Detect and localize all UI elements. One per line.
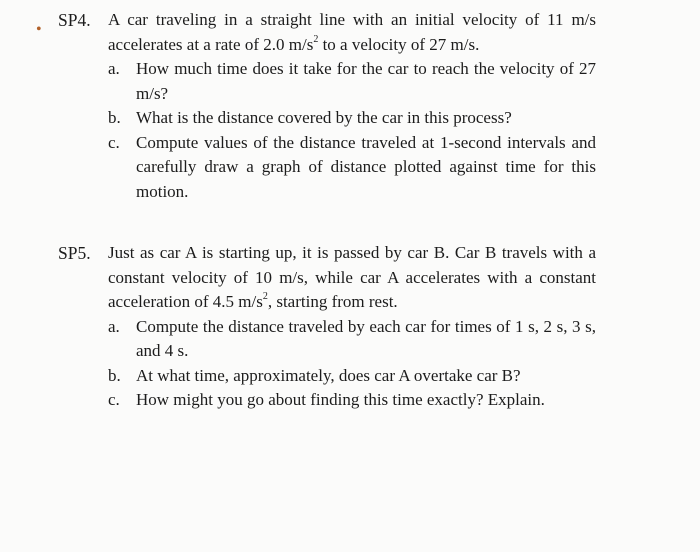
sub-question-text: Compute values of the distance traveled at 1-second intervals and carefully draw a graph of distance plotted against time for this motion. (136, 132, 596, 201)
sub-question-text: At what time, approximately, does car A overtake car B? (136, 365, 521, 385)
statement-text: Just as car A is starting up, it is passed by car B. Car B travels with a constant velocity of 10 m/s, while car A accelerates with a constant acceleration of 4.5 m/s (108, 243, 596, 311)
sub-question-letter: a. (108, 59, 120, 78)
problem-statement (108, 8, 596, 57)
sub-question-c (108, 131, 596, 205)
sub-question-letter: b. (108, 365, 121, 385)
problem-label: SP5. (58, 243, 91, 263)
sub-question-letter: b. (108, 108, 121, 127)
problem-sp5 (58, 241, 596, 413)
sub-question-a (108, 315, 596, 364)
sub-question-a (108, 57, 596, 106)
sub-question-text: What is the distance covered by the car in this process? (136, 108, 512, 127)
superscript: 2 (262, 291, 268, 303)
sub-question-letter: c. (108, 390, 120, 409)
superscript: 2 (313, 33, 319, 45)
statement-text: A car traveling in a straight line with an initial velocity of 11 m/s accelerates at a rate of 2.0 m/s (108, 10, 596, 54)
sub-question-text: Compute the distance traveled by each car for times of 1 s, 2 s, 3 s, and 4 s. (136, 316, 596, 360)
sub-question-c (108, 388, 596, 413)
sub-question-b (108, 106, 596, 131)
margin-mark: • (36, 21, 42, 38)
problem-statement (108, 241, 596, 315)
sub-question-text: How might you go about finding this time exactly? Explain. (136, 390, 545, 409)
statement-text-end: to a velocity of 27 m/s. (318, 34, 480, 54)
sub-question-letter: a. (108, 316, 120, 336)
sub-question-letter: c. (108, 132, 120, 152)
problem-label: SP4. (58, 10, 91, 30)
problem-sp4 (58, 8, 596, 204)
sub-question-b (108, 364, 596, 389)
statement-text-end: , starting from rest. (267, 292, 398, 311)
sub-question-text: How much time does it take for the car to reach the velocity of 27 m/s? (136, 59, 596, 103)
